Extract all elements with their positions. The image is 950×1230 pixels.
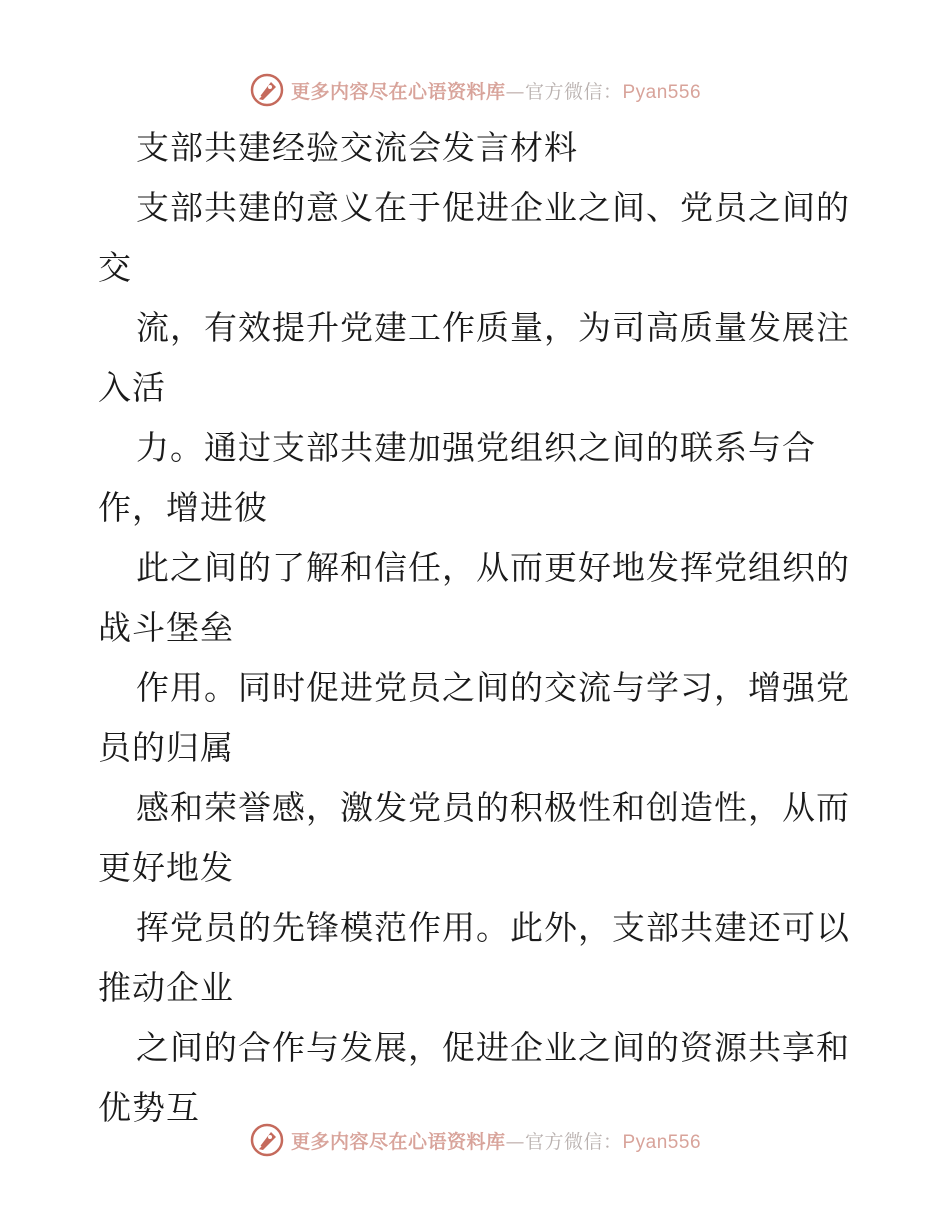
pen-nib-logo-icon	[249, 1122, 285, 1158]
document-line: 员的归属	[98, 728, 234, 767]
document-line: 感和荣誉感，激发党员的积极性和创造性，从而	[136, 788, 850, 827]
watermark-dash: —	[505, 80, 525, 103]
document-line: 推动企业	[98, 968, 234, 1007]
watermark-brand: 更多内容尽在心语资料库	[290, 1130, 506, 1153]
watermark-wechat-id: Pyan556	[622, 1131, 702, 1153]
footer-watermark	[0, 1120, 950, 1160]
pen-nib-logo-icon	[249, 72, 285, 108]
document-line: 更好地发	[98, 848, 234, 887]
watermark-wechat-label: 官方微信：	[524, 1130, 623, 1153]
watermark-dash: —	[505, 1130, 525, 1153]
document-line: 挥党员的先锋模范作用。此外，支部共建还可以	[136, 908, 850, 947]
document-line: 力。通过支部共建加强党组织之间的联系与合	[136, 428, 816, 467]
document-line: 之间的合作与发展，促进企业之间的资源共享和	[136, 1028, 850, 1067]
watermark-text	[291, 77, 701, 104]
document-line: 作，增进彼	[98, 488, 268, 527]
watermark-wechat-label: 官方微信：	[524, 80, 623, 103]
watermark-wechat-id: Pyan556	[622, 81, 702, 103]
document-line: 优势互	[98, 1088, 200, 1127]
document-line: 作用。同时促进党员之间的交流与学习，增强党	[136, 668, 850, 707]
header-watermark	[0, 70, 950, 110]
watermark-text	[291, 1127, 701, 1154]
document-line: 此之间的了解和信任，从而更好地发挥党组织的	[136, 548, 850, 587]
document-body	[98, 118, 858, 1138]
document-line: 入活	[98, 368, 166, 407]
watermark-brand: 更多内容尽在心语资料库	[290, 80, 506, 103]
document-title: 支部共建经验交流会发言材料	[136, 128, 578, 167]
document-line: 交	[98, 248, 132, 287]
document-line: 战斗堡垒	[98, 608, 234, 647]
document-line: 流，有效提升党建工作质量，为司高质量发展注	[136, 308, 850, 347]
document-line: 支部共建的意义在于促进企业之间、党员之间的	[136, 188, 850, 227]
document-lines	[98, 178, 858, 1138]
